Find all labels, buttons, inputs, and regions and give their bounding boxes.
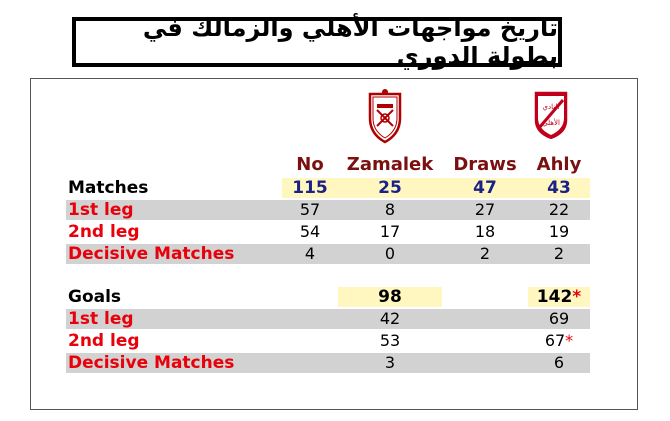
matches-row-zamalek: 17: [379, 222, 401, 241]
matches-total-ahly: 43: [547, 178, 571, 198]
header-no: No: [296, 154, 324, 175]
header-ahly: Ahly: [536, 154, 582, 175]
matches-total-no: 115: [292, 178, 328, 198]
matches-row-zamalek: 0: [384, 244, 396, 263]
goals-row-zamalek: 42: [379, 309, 401, 328]
goals-total-zamalek: 98: [378, 287, 402, 307]
table-row: [66, 309, 590, 329]
goals-total-ahly-value: 142: [536, 287, 573, 307]
goals-row-zamalek: 53: [379, 331, 401, 350]
matches-row-no: 57: [299, 200, 321, 219]
goals-row-label: Decisive Matches: [68, 353, 235, 373]
matches-row-draws: 18: [474, 222, 496, 241]
goals-row-ahly: [528, 309, 590, 329]
goals-label: Goals: [68, 287, 122, 307]
matches-total-zamalek: 25: [378, 178, 402, 198]
matches-row-ahly: 22: [548, 200, 570, 219]
ahly-crest-text-top: النادي: [542, 103, 560, 111]
matches-row-label: 2nd leg: [68, 222, 140, 242]
goals-row-zamalek: 3: [384, 353, 396, 372]
header-zamalek: Zamalek: [346, 154, 434, 175]
goals-row-ahly-value: 69: [548, 309, 570, 328]
header-draws: Draws: [453, 154, 517, 175]
matches-row-label: Decisive Matches: [68, 244, 235, 264]
matches-row-draws: 27: [474, 200, 496, 219]
goals-row-ahly: [528, 353, 590, 373]
goals-row-ahly-value: 67: [544, 331, 566, 350]
matches-row-ahly: 2: [553, 244, 565, 263]
matches-row-draws: 2: [479, 244, 491, 263]
matches-total-draws: 47: [473, 178, 497, 198]
matches-row-zamalek: 8: [384, 200, 396, 219]
goals-row-label: 2nd leg: [68, 331, 140, 351]
matches-row-no: 54: [299, 222, 321, 241]
goals-total-ahly: [528, 287, 590, 307]
matches-label: Matches: [68, 178, 149, 198]
page-title: تاريخ مواجهات الأهلي والزمالك في بطولة الدوري: [72, 17, 562, 67]
ahly-crest-text-bottom: الأهلي: [542, 119, 560, 127]
goals-row-ahly-value: 6: [553, 353, 565, 372]
goals-row-label: 1st leg: [68, 309, 134, 329]
matches-row-label: 1st leg: [68, 200, 134, 220]
goals-row-ahly-mark: *: [565, 331, 574, 350]
goals-total-ahly-mark: *: [572, 287, 582, 307]
zamalek-crest-icon: [362, 88, 408, 144]
matches-row-no: 4: [304, 244, 316, 263]
goals-row-ahly: [528, 331, 590, 351]
ahly-crest-icon: [530, 88, 572, 142]
matches-row-ahly: 19: [548, 222, 570, 241]
